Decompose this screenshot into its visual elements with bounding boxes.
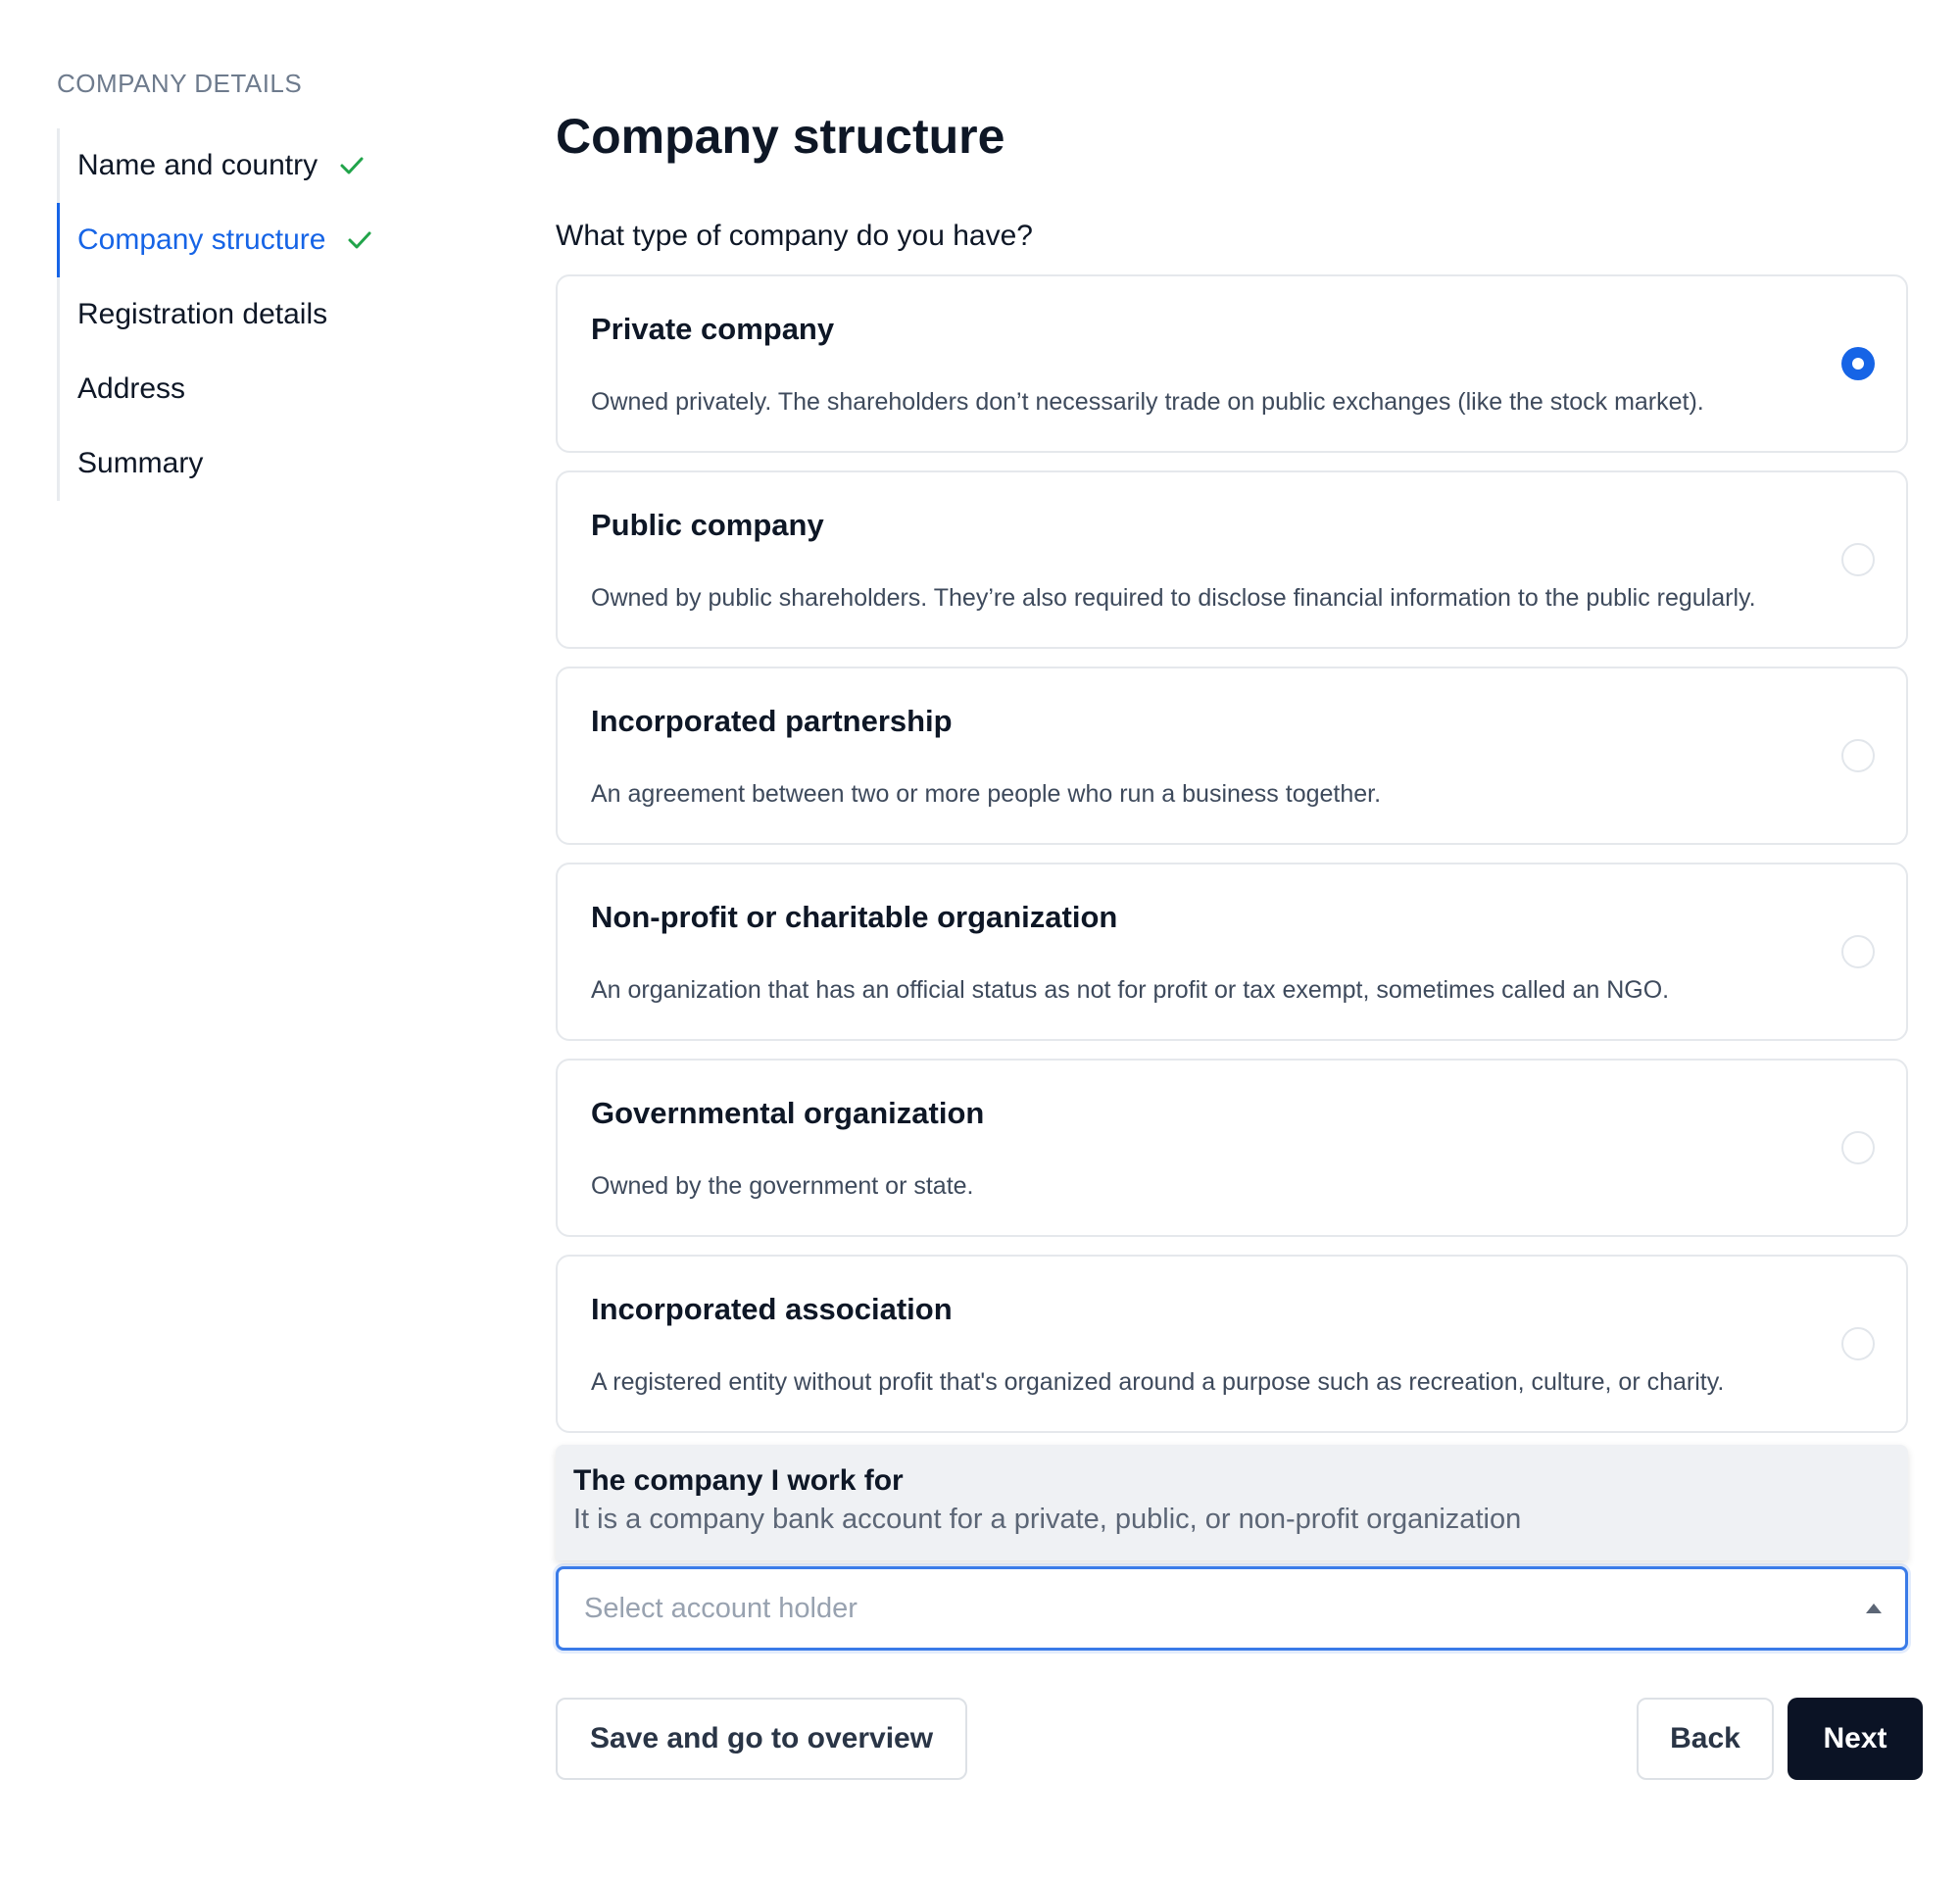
option-governmental-organization[interactable] <box>556 1059 1908 1237</box>
radio-button[interactable] <box>1841 1327 1875 1360</box>
form-actions <box>556 1698 1908 1780</box>
option-title: Non-profit or charitable organization <box>591 900 1118 934</box>
option-description: A registered entity without profit that's organized around a purpose such as recreation, culture, or charity. <box>591 1368 1725 1396</box>
step-label: Company structure <box>77 223 326 256</box>
option-incorporated-partnership[interactable] <box>556 667 1908 845</box>
dropdown-option-title: The company I work for <box>573 1464 904 1497</box>
step-list <box>57 128 468 501</box>
option-title: Incorporated partnership <box>591 704 953 738</box>
radio-button[interactable] <box>1841 935 1875 968</box>
radio-button[interactable] <box>1841 543 1875 576</box>
step-label: Name and country <box>77 149 318 181</box>
step-company-structure[interactable] <box>60 203 468 277</box>
radio-button[interactable] <box>1841 1131 1875 1164</box>
main-content <box>556 108 1908 1780</box>
option-title: Incorporated association <box>591 1292 953 1326</box>
step-name-and-country[interactable] <box>60 128 468 203</box>
radio-button[interactable] <box>1841 739 1875 772</box>
step-summary[interactable] <box>60 426 468 501</box>
option-title: Governmental organization <box>591 1096 985 1130</box>
save-and-go-to-overview-button[interactable]: Save and go to overview <box>556 1698 967 1780</box>
radio-button-selected[interactable] <box>1841 347 1875 380</box>
option-description: Owned by the government or state. <box>591 1172 974 1200</box>
option-description: An agreement between two or more people who run a business together. <box>591 780 1382 808</box>
option-description: An organization that has an official status as not for profit or tax exempt, sometimes called an NGO. <box>591 976 1670 1004</box>
step-registration-details[interactable] <box>60 277 468 352</box>
option-public-company[interactable] <box>556 470 1908 649</box>
option-title: Public company <box>591 508 824 542</box>
option-incorporated-association[interactable] <box>556 1255 1908 1433</box>
step-label: Address <box>77 372 186 405</box>
step-address[interactable] <box>60 352 468 426</box>
page-title: Company structure <box>556 109 1005 164</box>
check-icon <box>347 230 372 250</box>
sidebar <box>57 69 468 501</box>
option-non-profit[interactable] <box>556 863 1908 1041</box>
company-type-options <box>556 274 1908 1433</box>
dropdown-option-company-i-work-for[interactable] <box>556 1445 1908 1560</box>
account-holder-select[interactable] <box>556 1566 1908 1651</box>
step-label: Registration details <box>77 298 328 330</box>
select-placeholder: Select account holder <box>584 1592 858 1624</box>
option-title: Private company <box>591 312 835 346</box>
caret-up-icon <box>1866 1604 1882 1613</box>
sidebar-heading: COMPANY DETAILS <box>57 69 303 98</box>
option-private-company[interactable] <box>556 274 1908 453</box>
next-button[interactable]: Next <box>1788 1698 1923 1780</box>
check-icon <box>339 156 365 175</box>
option-description: Owned by public shareholders. They’re also required to disclose financial information to the public regularly. <box>591 584 1756 612</box>
option-description: Owned privately. The shareholders don’t necessarily trade on public exchanges (like the stock market). <box>591 388 1704 416</box>
step-label: Summary <box>77 447 204 479</box>
question-label: What type of company do you have? <box>556 220 1033 252</box>
dropdown-option-description: It is a company bank account for a private, public, or non-profit organization <box>573 1504 1522 1535</box>
back-button[interactable]: Back <box>1637 1698 1774 1780</box>
